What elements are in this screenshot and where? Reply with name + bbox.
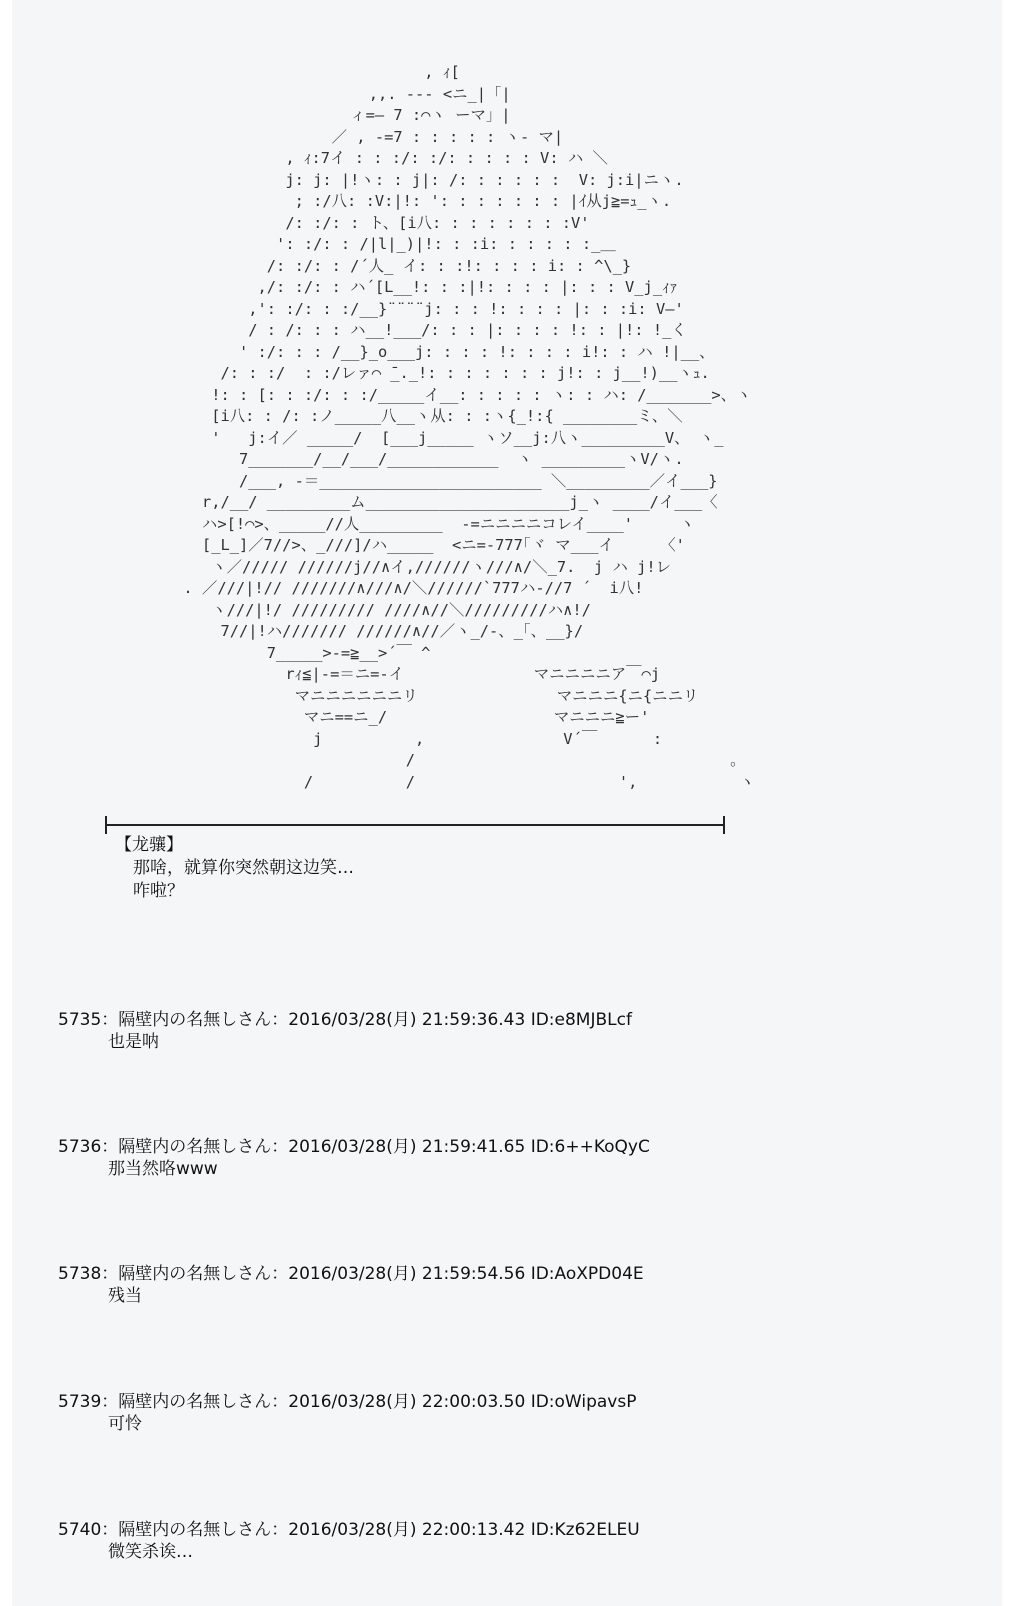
post-body: 那当然咯www bbox=[108, 1159, 218, 1179]
speech-line: 咋啦？ bbox=[133, 881, 184, 901]
post-body: 微笑杀诶… bbox=[108, 1542, 193, 1562]
post-header: 5736：隔壁内の名無しさん：2016/03/28(月) 21:59:41.65 ID:6++KoQyC bbox=[58, 1137, 650, 1157]
post bbox=[58, 1519, 640, 1563]
divider-right-tick bbox=[723, 816, 725, 834]
speech-line: 那啥，就算你突然朝这边笑… bbox=[133, 858, 354, 878]
post bbox=[58, 1009, 632, 1053]
post bbox=[58, 1263, 644, 1307]
post-body: 也是呐 bbox=[108, 1032, 159, 1052]
post-header: 5735：隔壁内の名無しさん：2016/03/28(月) 21:59:36.43 ID:e8MJBLcf bbox=[58, 1010, 632, 1030]
divider-left-tick bbox=[105, 816, 107, 834]
post-body: 残当 bbox=[108, 1286, 142, 1306]
speech-block bbox=[115, 834, 354, 903]
post-header: 5739：隔壁内の名無しさん：2016/03/28(月) 22:00:03.50 ID:oWipavsP bbox=[58, 1392, 637, 1412]
post-body: 可怜 bbox=[108, 1414, 142, 1434]
ascii-art-figure: , ｨ[ ,,. -‐- <ニ_|「| ィ=― 7 :⌒ヽ ーマ」| ／ , -=7 : : : : : ヽ- マ| , ｨ:7イ : : :/: :/: : : : : V: ハ ＼ j: j: |!ヽ: : j|: /: : : : : : V: j:i|ニヽ. ; :/八: :V:|!: ': : : : : : : |ｲ从j≧=ｭ_ヽ. /: :/: : ト、[i八: : : : : : : :V' ': :/: : /|l|_)|!: : :i: : : : : :_＿ /: :/: : /´人_ イ: : :!: : : : i: : ^\_} ,/: :/: : ハ´[L__!: : :|!: : : : |: : : V_j_ｨｧ ,': :/: : :/__}¨¨¨¨j: : : !: : : : |: : :i: V―' / : /: : : ハ__!___/: : : |: : : : !: : |!: !_く ' :/: : : /__}_o___j: : : : !: : : : i!: : ハ !|__、 /: : :/ : :/レァ⌒ ̄_._!: : : : : : : j!: : j__!)__ヽｭ. !: : [: : :/: : :/_____イ__: : : : : ヽ: : ハ: /_______>、ヽ [i八: : /: :ノ_____八__ヽ从: : :ヽ{_!:{ ________ミ、＼ ' j:イ／ _____/ [___j_____ ヽソ__j:八ヽ_________V、 ヽ_ 7_______/__/___/____________ ヽ _________ヽV/ヽ. /___, -＝________________________ ＼_________／イ___} r,/__/ _________ム______________________j_ヽ ____/イ___〈 ハ>[!⌒>、_____//人_________ -=ニニニニコレイ____' ヽ [_L_]／7//>、_///]/ハ_____ <ニ=-777｢ヾ マ___イ 〈' ヽ／///// //////j//∧イ,//////ヽ///∧/＼_7. j ハ j!レ . ／///|!// ///////∧///∧/＼//////`777ハ-//7 ´ i八! ヽ///|!/ ///////// ////∧//＼/////////ハ∧!/ 7//|!ハ/////// //////∧//／ヽ_/-、_｢、__}/ 7_____>-=≧__>´￣ ^ rｨ≦|-=＝ニ=-イ マニニニニア￣⌒j マニニニニニニリ マニニニ{ニ{ニニリ マニ==ニ_/ マニニニ≧ー' j , V´￣ : / ｡ / / ', ヽ bbox=[183, 63, 755, 791]
post-header: 5738：隔壁内の名無しさん：2016/03/28(月) 21:59:54.56 ID:AoXPD04E bbox=[58, 1264, 644, 1284]
speaker-name: 【龙骧】 bbox=[115, 835, 183, 855]
post bbox=[58, 1391, 636, 1435]
post bbox=[58, 1136, 650, 1180]
divider-line bbox=[105, 824, 725, 826]
post-header: 5740：隔壁内の名無しさん：2016/03/28(月) 22:00:13.42 ID:Kz62ELEU bbox=[58, 1520, 640, 1540]
